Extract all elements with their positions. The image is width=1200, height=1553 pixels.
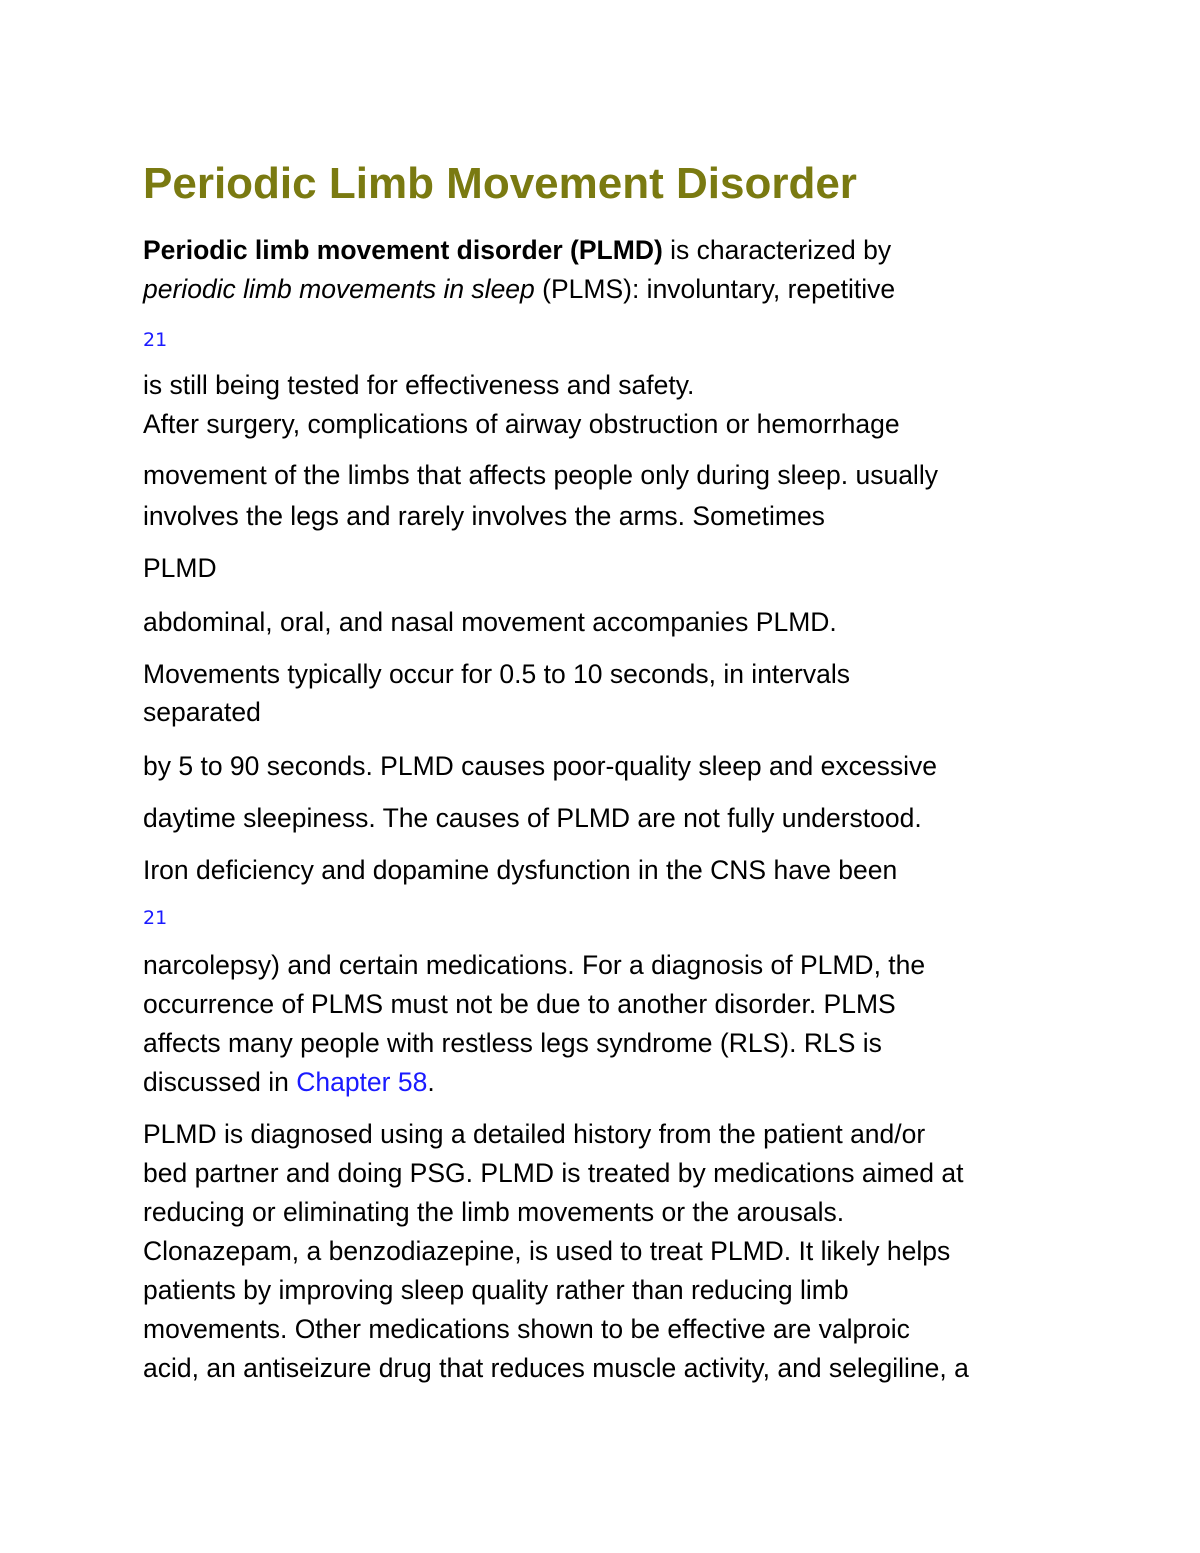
- intro-text: is characterized by: [662, 235, 892, 265]
- paragraph-line: Iron deficiency and dopamine dysfunction in the CNS have been: [143, 855, 898, 885]
- paragraph-line: involves the legs and rarely involves the arms. Sometimes: [143, 501, 825, 531]
- paragraph-line: Movements typically occur for 0.5 to 10 seconds, in intervals: [143, 659, 850, 689]
- defined-term: Periodic limb movement disorder (PLMD): [143, 235, 663, 265]
- reference-marker: 21: [143, 329, 168, 351]
- paragraph-line: narcolepsy) and certain medications. For a diagnosis of PLMD, the: [143, 950, 926, 980]
- diagnosis-line: reducing or eliminating the limb movements or the arousals.: [143, 1197, 845, 1227]
- paragraph-line: After surgery, complications of airway obstruction or hemorrhage: [143, 409, 900, 439]
- italic-phrase: periodic limb movements in sleep: [143, 274, 535, 304]
- paragraph-line: abdominal, oral, and nasal movement accompanies PLMD.: [143, 607, 837, 637]
- paragraph-line: [143, 1066, 435, 1098]
- diagnosis-line: movements. Other medications shown to be effective are valproic: [143, 1314, 910, 1344]
- discussed-text: discussed in: [143, 1067, 297, 1097]
- page-title: Periodic Limb Movement Disorder: [143, 159, 857, 208]
- intro-text-continued: (PLMS): involuntary, repetitive: [534, 274, 896, 304]
- paragraph-line: movement of the limbs that affects people only during sleep. usually: [143, 460, 938, 490]
- paragraph-line: is still being tested for effectiveness and safety.: [143, 370, 695, 400]
- diagnosis-line: patients by improving sleep quality rather than reducing limb: [143, 1275, 849, 1305]
- paragraph-line: PLMD: [143, 553, 217, 583]
- paragraph-line: separated: [143, 697, 261, 727]
- diagnosis-line: bed partner and doing PSG. PLMD is treated by medications aimed at: [143, 1158, 964, 1188]
- period-text: .: [427, 1067, 435, 1097]
- paragraph-line: by 5 to 90 seconds. PLMD causes poor-quality sleep and excessive: [143, 751, 937, 781]
- diagnosis-line: Clonazepam, a benzodiazepine, is used to treat PLMD. It likely helps: [143, 1236, 951, 1266]
- chapter-link[interactable]: Chapter 58: [296, 1067, 428, 1097]
- reference-marker: 21: [143, 907, 168, 929]
- diagnosis-line: acid, an antiseizure drug that reduces muscle activity, and selegiline, a: [143, 1353, 969, 1383]
- paragraph-line: occurrence of PLMS must not be due to another disorder. PLMS: [143, 989, 896, 1019]
- intro-line-1: [143, 234, 891, 266]
- intro-line-2: [143, 273, 895, 305]
- diagnosis-line: PLMD is diagnosed using a detailed history from the patient and/or: [143, 1119, 926, 1149]
- paragraph-line: daytime sleepiness. The causes of PLMD are not fully understood.: [143, 803, 922, 833]
- paragraph-line: affects many people with restless legs syndrome (RLS). RLS is: [143, 1028, 882, 1058]
